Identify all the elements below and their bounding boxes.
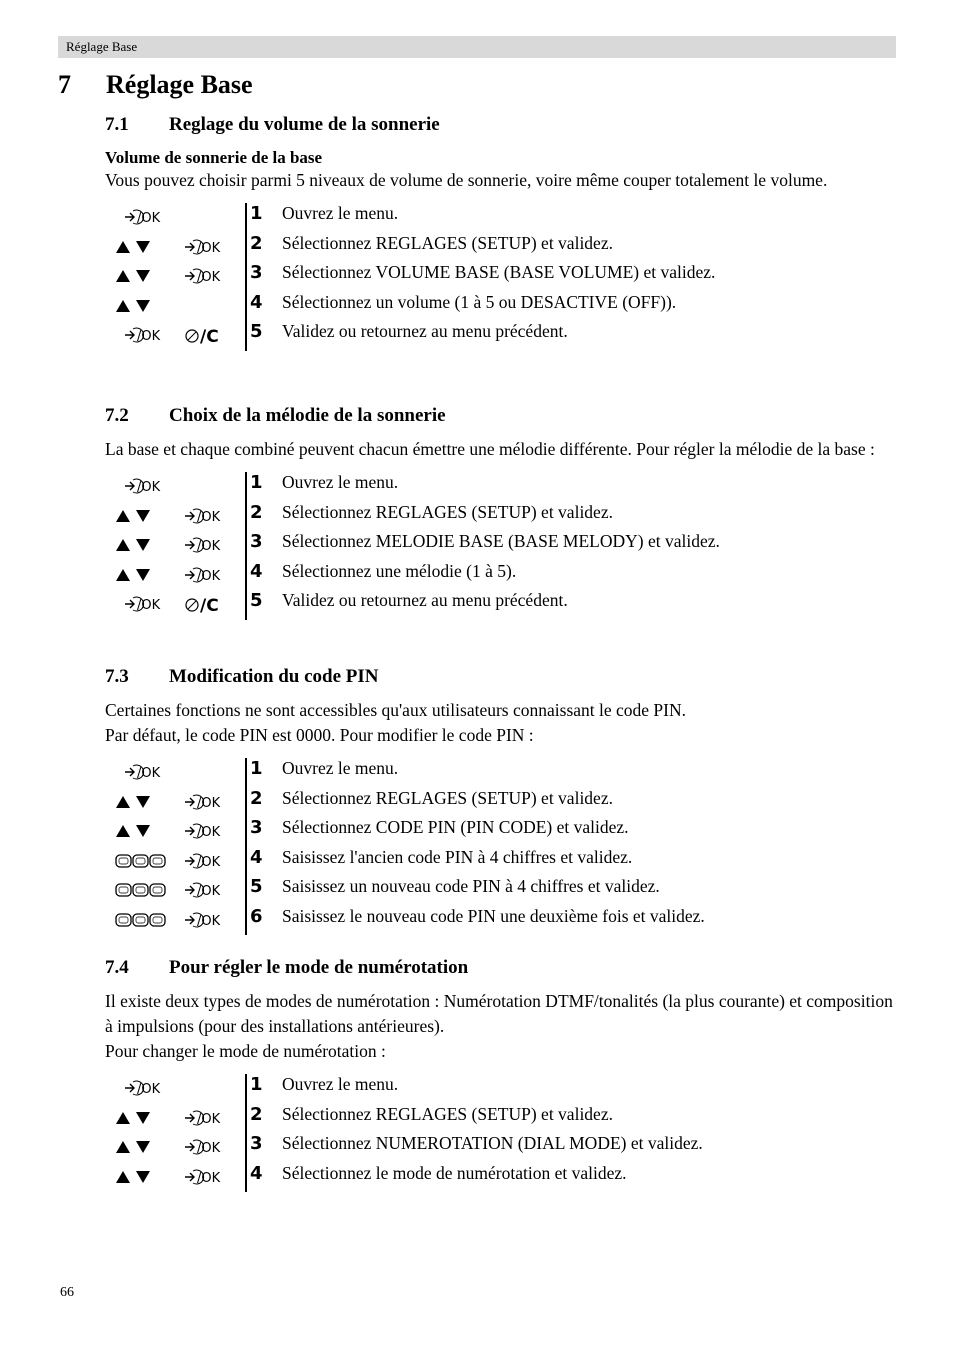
step-list: [105, 1074, 895, 1192]
step-number: 1: [250, 1074, 263, 1095]
keypad-keys-icon: [115, 851, 175, 871]
step-number: 1: [250, 758, 263, 779]
step-list: [105, 758, 895, 935]
section-paragraph: Par défaut, le code PIN est 0000. Pour modifier le code PIN :: [105, 725, 534, 745]
step-row: [105, 876, 895, 906]
step-number: 4: [250, 560, 263, 582]
step-text: Sélectionnez un volume (1 à 5 ou DESACTIVE (OFF)).: [282, 291, 677, 312]
step-text: Ouvrez le menu.: [282, 203, 399, 223]
section-number: 7.3: [105, 666, 129, 687]
step-number: 2: [250, 501, 263, 523]
step-list: [105, 203, 895, 351]
step-text: Saisissez l'ancien code PIN à 4 chiffres et validez.: [282, 846, 633, 867]
blank-icon: [183, 296, 228, 316]
step-row: [105, 1104, 895, 1134]
step-number: 1: [250, 203, 263, 224]
step-text: Ouvrez le menu.: [282, 758, 399, 778]
step-number: 3: [250, 531, 263, 552]
svg-text:/OK: /OK: [197, 1141, 221, 1156]
step-number: 3: [250, 1133, 263, 1154]
step-text: Saisissez un nouveau code PIN à 4 chiffres et validez.: [282, 876, 660, 896]
section-heading: [105, 114, 895, 140]
svg-text:/OK: /OK: [197, 509, 221, 525]
step-text: Sélectionnez REGLAGES (SETUP) et validez.: [282, 787, 613, 808]
svg-text:/OK: /OK: [197, 1170, 221, 1186]
step-text: Sélectionnez REGLAGES (SETUP) et validez.: [282, 1103, 613, 1124]
step-text: Sélectionnez CODE PIN (PIN CODE) et validez.: [282, 817, 629, 837]
step-row: [105, 262, 895, 292]
up-down-arrows-icon: [115, 535, 175, 555]
step-row: [105, 847, 895, 877]
step-text: Sélectionnez une mélodie (1 à 5).: [282, 560, 517, 581]
step-number: 4: [250, 291, 263, 313]
up-down-arrows-icon: [115, 296, 175, 316]
ok-key-icon: [183, 506, 228, 526]
svg-text:/OK: /OK: [137, 329, 161, 344]
svg-text:/OK: /OK: [197, 854, 221, 870]
step-number: 4: [250, 846, 263, 868]
ok-key-icon: [123, 1078, 183, 1098]
ok-key-icon: [183, 1167, 228, 1187]
step-row: [105, 502, 895, 532]
svg-text:/OK: /OK: [197, 568, 221, 584]
section-number: 7.1: [105, 114, 129, 135]
step-row: [105, 906, 895, 936]
step-row: [105, 1133, 895, 1163]
ok-key-icon: [123, 762, 183, 782]
step-number: 2: [250, 787, 263, 809]
svg-text:/OK: /OK: [197, 270, 221, 285]
step-text: Sélectionnez VOLUME BASE (BASE VOLUME) et validez.: [282, 262, 716, 282]
step-number: 5: [250, 590, 263, 611]
step-text: Validez ou retournez au menu précédent.: [282, 590, 568, 610]
svg-text:/OK: /OK: [137, 598, 161, 613]
svg-text:/OK: /OK: [197, 795, 221, 811]
section-subheading: Volume de sonnerie de la base: [105, 148, 323, 167]
svg-text:/OK: /OK: [197, 240, 221, 256]
up-down-arrows-icon: [115, 792, 175, 812]
step-row: [105, 233, 895, 263]
section-heading: [105, 957, 895, 983]
ok-key-icon: [183, 880, 228, 900]
step-row: [105, 561, 895, 591]
up-down-arrows-icon: [115, 506, 175, 526]
svg-text:/C: /C: [200, 327, 219, 345]
step-text: Ouvrez le menu.: [282, 472, 399, 492]
step-text: Sélectionnez MELODIE BASE (BASE MELODY) et validez.: [282, 531, 720, 551]
svg-text:/OK: /OK: [137, 766, 161, 781]
svg-text:/OK: /OK: [197, 913, 221, 929]
step-row: [105, 758, 895, 788]
up-down-arrows-icon: [115, 821, 175, 841]
svg-text:/C: /C: [200, 596, 219, 614]
step-row: [105, 788, 895, 818]
section-2: [105, 405, 895, 620]
running-header-text: Réglage Base: [66, 39, 138, 54]
step-number: 1: [250, 472, 263, 493]
step-number: 3: [250, 262, 263, 283]
section-1: [105, 114, 895, 351]
section-title: Reglage du volume de la sonnerie: [169, 114, 440, 135]
chapter-title: Réglage Base: [106, 70, 253, 99]
step-number: 4: [250, 1162, 263, 1184]
blank-icon: [183, 476, 228, 496]
step-number: 6: [250, 905, 263, 927]
up-down-arrows-icon: [115, 1137, 175, 1157]
section-paragraph: Pour changer le mode de numérotation :: [105, 1041, 386, 1061]
ok-key-icon: [183, 266, 228, 286]
back-c-key-icon: [183, 325, 228, 345]
up-down-arrows-icon: [115, 1167, 175, 1187]
svg-text:/OK: /OK: [137, 211, 161, 226]
blank-icon: [183, 762, 228, 782]
step-text: Sélectionnez le mode de numérotation et validez.: [282, 1162, 627, 1183]
step-row: [105, 1163, 895, 1193]
section-title: Modification du code PIN: [169, 666, 379, 687]
ok-key-icon: [123, 476, 183, 496]
svg-text:/OK: /OK: [197, 539, 221, 554]
section-paragraph: Certaines fonctions ne sont accessibles qu'aux utilisateurs connaissant le code PIN.: [105, 700, 686, 720]
ok-key-icon: [183, 1137, 228, 1157]
running-header: [58, 36, 896, 58]
step-row: [105, 531, 895, 561]
ok-key-icon: [183, 565, 228, 585]
step-row: [105, 590, 895, 620]
up-down-arrows-icon: [115, 266, 175, 286]
ok-key-icon: [123, 325, 183, 345]
page-number: 66: [60, 1285, 74, 1300]
keypad-keys-icon: [115, 880, 175, 900]
ok-key-icon: [183, 851, 228, 871]
ok-key-icon: [183, 910, 228, 930]
svg-text:/OK: /OK: [197, 1111, 221, 1127]
blank-icon: [183, 207, 228, 227]
svg-text:/OK: /OK: [197, 825, 221, 840]
svg-text:/OK: /OK: [137, 1082, 161, 1097]
chapter-number: 7: [58, 70, 71, 99]
step-number: 2: [250, 1103, 263, 1125]
step-number: 5: [250, 321, 263, 342]
step-row: [105, 1074, 895, 1104]
step-row: [105, 472, 895, 502]
keypad-keys-icon: [115, 910, 175, 930]
step-row: [105, 292, 895, 322]
svg-text:/OK: /OK: [137, 480, 161, 495]
ok-key-icon: [183, 535, 228, 555]
ok-key-icon: [183, 821, 228, 841]
section-title: Choix de la mélodie de la sonnerie: [169, 405, 446, 426]
step-list: [105, 472, 895, 620]
ok-key-icon: [183, 237, 228, 257]
svg-text:/OK: /OK: [197, 884, 221, 899]
step-text: Validez ou retournez au menu précédent.: [282, 321, 568, 341]
step-text: Sélectionnez REGLAGES (SETUP) et validez.: [282, 501, 613, 522]
step-row: [105, 817, 895, 847]
step-row: [105, 203, 895, 233]
section-3: [105, 666, 895, 935]
up-down-arrows-icon: [115, 565, 175, 585]
section-heading: [105, 405, 895, 431]
step-text: Sélectionnez REGLAGES (SETUP) et validez.: [282, 232, 613, 253]
ok-key-icon: [123, 594, 183, 614]
up-down-arrows-icon: [115, 237, 175, 257]
step-text: Sélectionnez NUMEROTATION (DIAL MODE) et validez.: [282, 1133, 703, 1153]
blank-icon: [183, 1078, 228, 1098]
ok-key-icon: [183, 792, 228, 812]
step-text: Saisissez le nouveau code PIN une deuxième fois et validez.: [282, 905, 705, 926]
section-number: 7.4: [105, 957, 129, 978]
section-paragraph: La base et chaque combiné peuvent chacun émettre une mélodie différente. Pour régler la mélodie de la base :: [105, 439, 875, 459]
section-paragraph: Il existe deux types de modes de numérotation : Numérotation DTMF/tonalités (la plus courante) et composition à impulsions (pour des installations antérieures).: [105, 991, 893, 1036]
up-down-arrows-icon: [115, 1108, 175, 1128]
back-c-key-icon: [183, 594, 228, 614]
step-row: [105, 321, 895, 351]
section-number: 7.2: [105, 405, 129, 426]
section-heading: [105, 666, 895, 692]
section-paragraph: Vous pouvez choisir parmi 5 niveaux de volume de sonnerie, voire même couper totalement le volume.: [105, 170, 828, 190]
section-title: Pour régler le mode de numérotation: [169, 957, 469, 978]
ok-key-icon: [123, 207, 183, 227]
step-number: 2: [250, 232, 263, 254]
step-number: 3: [250, 817, 263, 838]
step-text: Ouvrez le menu.: [282, 1074, 399, 1094]
section-4: [105, 957, 895, 1192]
step-number: 5: [250, 876, 263, 897]
ok-key-icon: [183, 1108, 228, 1128]
